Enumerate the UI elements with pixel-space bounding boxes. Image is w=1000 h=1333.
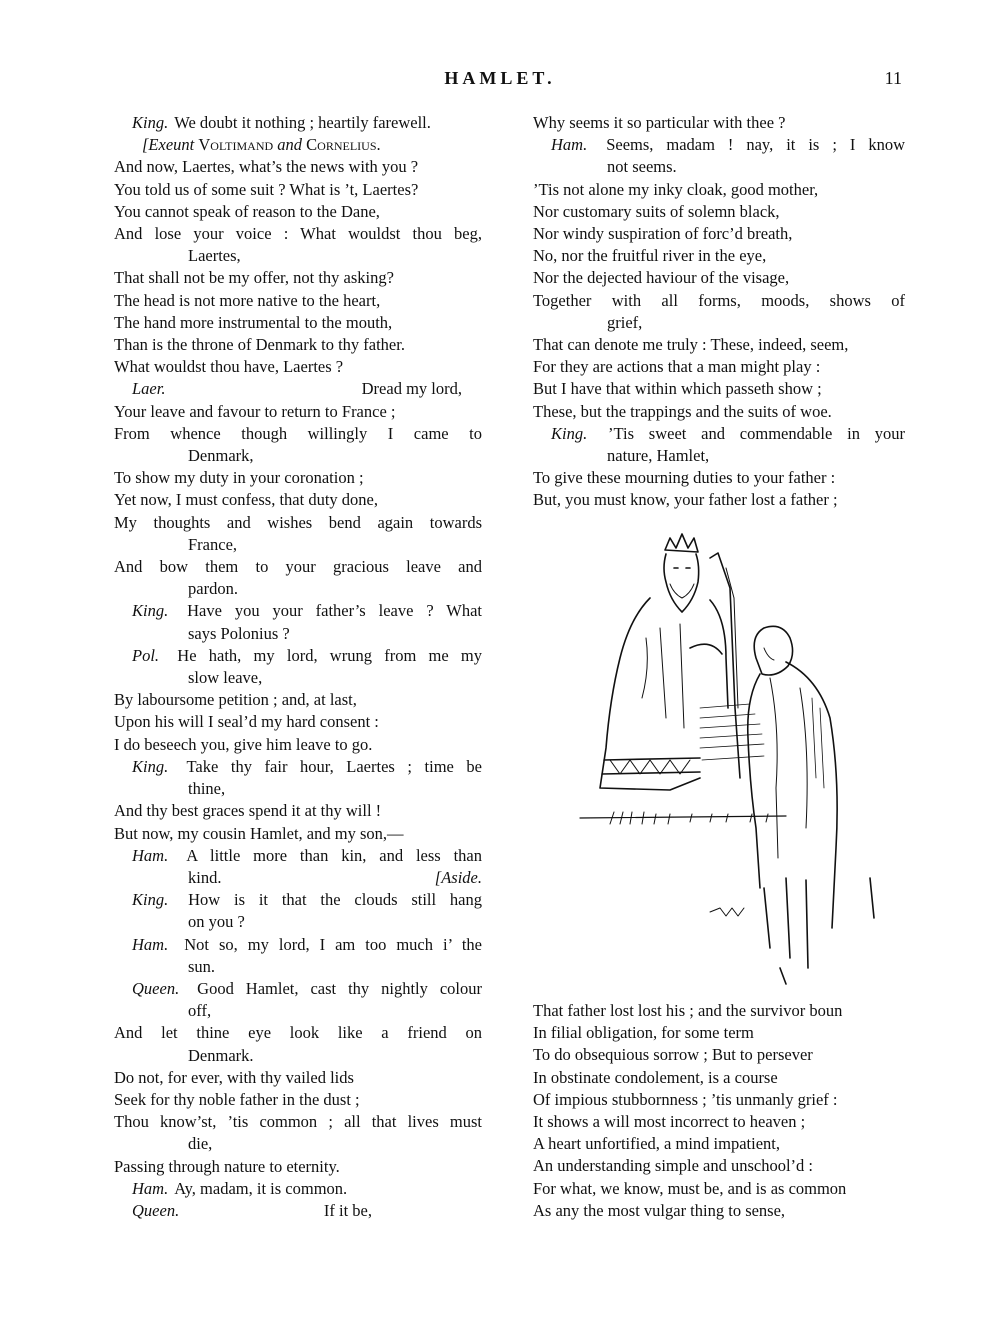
verse-continuation: slow leave, <box>188 668 263 688</box>
speech-text: Dread my lord, <box>361 379 462 399</box>
speaker-label: King. <box>551 423 588 443</box>
running-head: HAMLET. <box>444 68 556 88</box>
verse-line: Passing through nature to eternity. <box>114 1156 340 1176</box>
verse-line: Why seems it so particular with thee ? <box>533 113 786 132</box>
verse-continuation: nature, Hamlet, <box>607 446 710 466</box>
verse-line: Your leave and favour to return to France ; <box>114 401 396 421</box>
speaker-label: Pol. <box>132 645 160 665</box>
verse-continuation: on you ? <box>188 912 245 932</box>
verse-line: But now, my cousin Hamlet, and my son,— <box>114 823 404 843</box>
verse-line: What wouldst thou have, Laertes ? <box>114 357 344 377</box>
verse-line: The head is not more native to the heart, <box>114 290 381 310</box>
verse-line: No, nor the fruitful river in the eye, <box>533 246 767 266</box>
verse-line: And bow them to your gracious leave and <box>114 557 482 577</box>
verse-line <box>114 112 482 134</box>
engraving-king-and-hamlet-icon <box>550 528 900 990</box>
verse-line <box>114 1178 482 1200</box>
verse-continuation: pardon. <box>188 579 238 599</box>
verse-continuation: not seems. <box>607 157 677 177</box>
verse-line <box>114 600 482 622</box>
verse-continuation <box>114 867 482 889</box>
verse-continuation: Laertes, <box>188 246 241 266</box>
verse-line: I do beseech you, give him leave to go. <box>114 734 373 754</box>
verse-line: The hand more instrumental to the mouth, <box>114 312 393 332</box>
verse-line: Nor customary suits of solemn black, <box>533 201 780 221</box>
verse-line: Yet now, I must confess, that duty done, <box>114 490 378 510</box>
verse-continuation: thine, <box>188 779 226 799</box>
verse-line <box>114 889 482 911</box>
speech-text: ’Tis sweet and commendable in your <box>608 423 905 443</box>
speech-text: Have you your father’s leave ? What <box>187 601 482 621</box>
verse-line: Nor windy suspiration of forc’d breath, <box>533 224 793 244</box>
verse-line: It shows a will most incorrect to heaven ; <box>533 1112 806 1132</box>
verse-continuation: die, <box>188 1134 213 1154</box>
verse-line: For what, we know, must be, and is as common <box>533 1178 847 1198</box>
aside-direction: [Aside. <box>434 867 482 887</box>
verse-line: Seek for thy noble father in the dust ; <box>114 1089 360 1109</box>
right-text-column-bottom <box>533 1000 905 1222</box>
verse-line: Than is the throne of Denmark to thy father. <box>114 335 405 355</box>
verse-line: Nor the dejected haviour of the visage, <box>533 268 790 288</box>
verse-line: By laboursome petition ; and, at last, <box>114 690 357 710</box>
verse-continuation: off, <box>188 1001 212 1021</box>
stage-direction-pre: [Exeunt <box>142 135 195 155</box>
speech-text: If it be, <box>323 1200 372 1220</box>
speaker-label: King. <box>132 113 169 132</box>
verse-line: These, but the trappings and the suits of woe. <box>533 401 832 421</box>
verse-line: In filial obligation, for some term <box>533 1023 754 1043</box>
verse-continuation: says Polonius ? <box>188 623 290 643</box>
verse-line: Thou know’st, ’tis common ; all that lives must <box>114 1112 482 1132</box>
verse-line: Together with all forms, moods, shows of <box>533 290 905 310</box>
verse-line <box>533 134 905 156</box>
right-text-column-top <box>533 112 905 512</box>
verse-continuation: sun. <box>188 956 216 976</box>
verse-line: And now, Laertes, what’s the news with you ? <box>114 157 419 177</box>
verse-line <box>114 645 482 667</box>
verse-line <box>114 1200 482 1222</box>
speech-text: A little more than kin, and less than <box>186 845 482 865</box>
speech-text: He hath, my lord, wrung from me my <box>177 645 483 665</box>
speaker-label: Laer. <box>132 379 166 399</box>
verse-line: But, you must know, your father lost a father ; <box>533 490 838 510</box>
verse-line <box>114 378 482 400</box>
verse-line: My thoughts and wishes bend again towards <box>114 512 482 532</box>
verse-line: For they are actions that a man might play : <box>533 357 821 377</box>
speech-text: Good Hamlet, cast thy nightly colour <box>197 978 483 998</box>
verse-line: To give these mourning duties to your father : <box>533 468 836 488</box>
speaker-label: Ham. <box>132 845 169 865</box>
speaker-label: King. <box>132 601 169 621</box>
speaker-label: Ham. <box>132 1178 169 1198</box>
verse-line: That can denote me truly : These, indeed, seem, <box>533 335 849 355</box>
character-name: Cornelius. <box>306 135 381 155</box>
verse-line: A heart unfortified, a mind impatient, <box>533 1134 780 1154</box>
verse-line: But I have that within which passeth show ; <box>533 379 822 399</box>
speech-text: Take thy fair hour, Laertes ; time be <box>186 756 482 776</box>
verse-line <box>533 423 905 445</box>
verse-line: From whence though willingly I came to <box>114 423 482 443</box>
speech-text: kind. <box>188 867 222 887</box>
stage-direction-and: and <box>277 135 303 155</box>
speaker-label: Ham. <box>132 934 169 954</box>
speaker-label: King. <box>132 756 169 776</box>
verse-line <box>114 756 482 778</box>
speaker-label: Queen. <box>132 978 180 998</box>
verse-line: In obstinate condolement, is a course <box>533 1067 778 1087</box>
verse-line: You told us of some suit ? What is ’t, Laertes? <box>114 179 419 199</box>
verse-continuation: Denmark, <box>188 446 254 466</box>
stage-direction <box>114 134 482 156</box>
illustration-drawing <box>550 528 900 990</box>
speech-text: Not so, my lord, I am too much i’ the <box>184 934 483 954</box>
verse-line: To show my duty in your coronation ; <box>114 468 364 488</box>
verse-line: Do not, for ever, with thy vailed lids <box>114 1067 354 1087</box>
verse-continuation: France, <box>188 534 238 554</box>
verse-line <box>114 978 482 1000</box>
page-number: 11 <box>884 68 902 88</box>
verse-line: And let thine eye look like a friend on <box>114 1023 482 1043</box>
verse-continuation: Denmark. <box>188 1045 254 1065</box>
speaker-label: Queen. <box>132 1200 180 1220</box>
verse-line: And lose your voice : What wouldst thou beg, <box>114 224 482 244</box>
verse-line: You cannot speak of reason to the Dane, <box>114 201 380 221</box>
verse-line: That shall not be my offer, not thy asking? <box>114 268 394 288</box>
verse-line: An understanding simple and unschool’d : <box>533 1156 814 1176</box>
speech-text: Seems, madam ! nay, it is ; I know <box>606 135 905 155</box>
verse-line: As any the most vulgar thing to sense, <box>533 1200 786 1220</box>
verse-line: Upon his will I seal’d my hard consent : <box>114 712 379 732</box>
verse-line <box>114 845 482 867</box>
speaker-label: Ham. <box>551 135 588 155</box>
speech-text: We doubt it nothing ; heartily farewell. <box>174 113 431 132</box>
left-text-column <box>114 112 482 1222</box>
character-name: Voltimand <box>198 135 274 155</box>
verse-line: And thy best graces spend it at thy will ! <box>114 801 382 821</box>
verse-line: Of impious stubbornness ; ’tis unmanly grief : <box>533 1089 838 1109</box>
verse-line: ’Tis not alone my inky cloak, good mother, <box>533 179 819 199</box>
verse-line <box>114 934 482 956</box>
speaker-label: King. <box>132 890 169 910</box>
verse-line: To do obsequious sorrow ; But to persever <box>533 1045 813 1065</box>
speech-text: Ay, madam, it is common. <box>174 1178 348 1198</box>
speech-text: How is it that the clouds still hang <box>188 890 482 910</box>
verse-continuation: grief, <box>607 312 643 332</box>
verse-line: That father lost lost his ; and the survivor boun <box>533 1001 843 1020</box>
